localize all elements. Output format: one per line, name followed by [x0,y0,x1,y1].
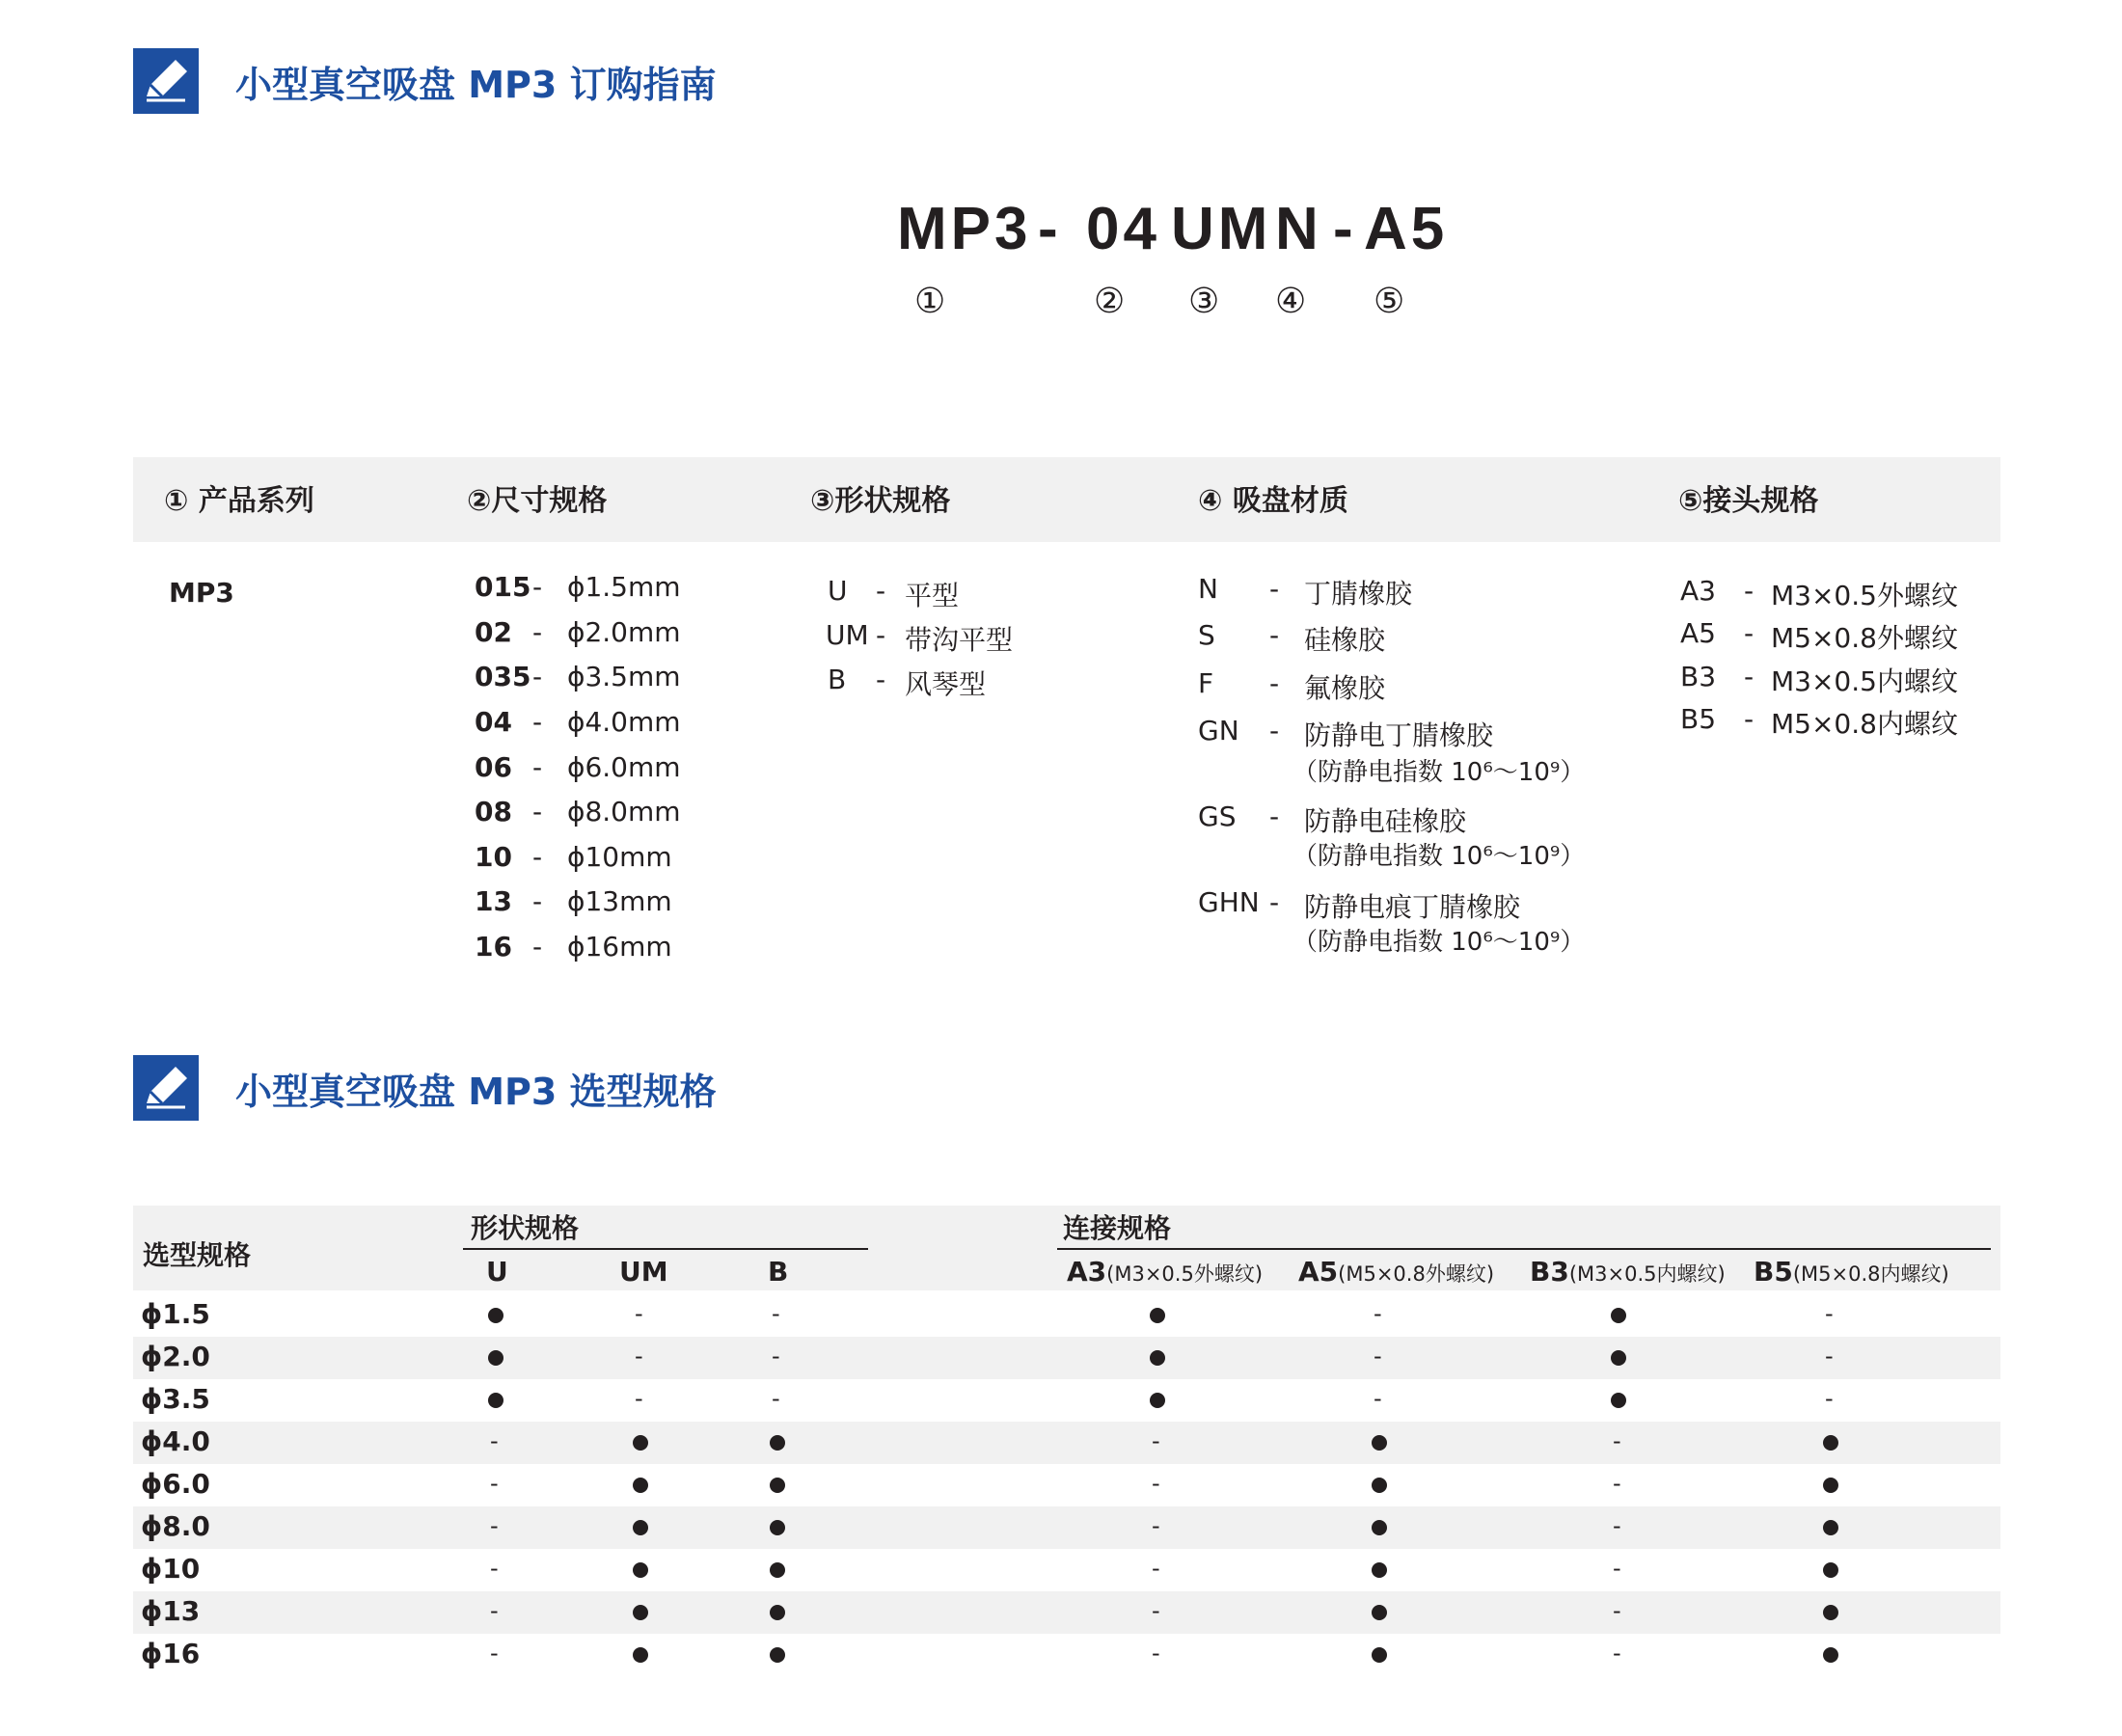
connector-code: A3 [1680,575,1716,607]
available-dot [1372,1520,1387,1535]
size-value: ϕ10mm [567,841,672,873]
unavailable-dash: - [772,1385,780,1412]
unavailable-dash: - [1613,1597,1621,1624]
size-code: 16 [475,931,512,963]
header-connector: ⑤接头规格 [1678,484,1819,518]
available-dot [633,1520,648,1535]
shape-value: 平型 [905,580,960,611]
connector-dash: - [1744,575,1755,607]
code-part-shape: UM [1171,196,1272,262]
unavailable-dash: - [490,1555,499,1582]
size-dash: - [532,931,543,963]
row-size-label: ϕ8.0 [141,1510,210,1542]
available-dot [488,1393,503,1408]
available-dot [1611,1393,1626,1408]
shape-group-rule [463,1248,868,1250]
material-code: S [1198,619,1215,651]
marker-5: ⑤ [1374,282,1405,321]
available-dot [633,1562,648,1578]
material-dash: - [1269,886,1280,918]
unavailable-dash: - [1825,1300,1834,1327]
size-code: 08 [475,796,512,827]
size-value: ϕ3.5mm [567,661,681,692]
available-dot [1150,1308,1165,1323]
connector-value: M3×0.5内螺纹 [1771,665,1958,697]
shape-value: 风琴型 [905,668,987,700]
marker-1: ① [914,282,946,321]
connect-group-header: 连接规格 [1063,1212,1172,1244]
connector-dash: - [1744,617,1755,649]
size-code: 06 [475,751,512,783]
connector-value: M3×0.5外螺纹 [1771,580,1958,611]
unavailable-dash: - [490,1427,499,1454]
unavailable-dash: - [1374,1343,1382,1370]
row-size-label: ϕ16 [141,1638,201,1669]
size-value: ϕ8.0mm [567,796,681,827]
material-value: 防静电痕丁腈橡胶 [1304,891,1521,923]
size-value: ϕ2.0mm [567,616,681,648]
unavailable-dash: - [1152,1640,1160,1667]
unavailable-dash: - [635,1385,643,1412]
section-header-selection [133,1055,717,1121]
unavailable-dash: - [1374,1385,1382,1412]
pencil-icon [133,1055,199,1121]
available-dot [633,1435,648,1451]
size-value: ϕ4.0mm [567,706,681,738]
unavailable-dash: - [1825,1385,1834,1412]
connector-value: M5×0.8内螺纹 [1771,708,1958,740]
material-value: 防静电丁腈橡胶 [1304,719,1494,751]
row-size-label: ϕ1.5 [141,1298,210,1330]
material-dash: - [1269,800,1280,832]
available-dot [1611,1350,1626,1366]
material-code: GN [1198,715,1239,746]
unavailable-dash: - [1613,1555,1621,1582]
available-dot [1823,1478,1838,1493]
unavailable-dash: - [1152,1470,1160,1497]
available-dot [488,1350,503,1366]
material-value: 丁腈橡胶 [1304,578,1413,610]
col-u: U [486,1256,508,1288]
size-code: 04 [475,706,512,738]
available-dot [770,1605,785,1620]
available-dot [1823,1435,1838,1451]
available-dot [1150,1393,1165,1408]
connector-code: A5 [1680,617,1716,649]
unavailable-dash: - [490,1640,499,1667]
size-dash: - [532,706,543,738]
shape-value: 带沟平型 [905,624,1014,656]
code-part-size: 04 [1086,196,1160,262]
size-value: ϕ13mm [567,885,672,917]
pencil-icon [133,48,199,114]
available-dot [633,1605,648,1620]
size-dash: - [532,571,543,603]
unavailable-dash: - [490,1512,499,1539]
code-part-connector: A5 [1364,196,1449,262]
shape-dash: - [876,664,886,695]
row-stripe [133,1337,2000,1379]
available-dot [1372,1605,1387,1620]
material-value: 防静电硅橡胶 [1304,805,1467,837]
unavailable-dash: - [1613,1512,1621,1539]
row-size-label: ϕ6.0 [141,1468,210,1500]
available-dot [1372,1478,1387,1493]
material-code: GS [1198,800,1237,832]
connector-dash: - [1744,661,1755,692]
material-code: F [1198,667,1214,699]
unavailable-dash: - [1152,1555,1160,1582]
header-shape: ③形状规格 [810,484,951,518]
row-size-label: ϕ2.0 [141,1341,210,1372]
unavailable-dash: - [1374,1300,1382,1327]
section-header-ordering [133,48,717,114]
series-value: MP3 [169,577,234,609]
shape-code: UM [826,619,869,651]
available-dot [633,1647,648,1663]
size-dash: - [532,841,543,873]
size-value: ϕ16mm [567,931,672,963]
unavailable-dash: - [1825,1343,1834,1370]
size-code: 13 [475,885,512,917]
col-a5: A5(M5×0.8外螺纹) [1298,1256,1495,1288]
available-dot [770,1520,785,1535]
size-dash: - [532,885,543,917]
size-dash: - [532,796,543,827]
row-size-label: ϕ13 [141,1595,201,1627]
row-size-label: ϕ4.0 [141,1425,210,1457]
unavailable-dash: - [635,1343,643,1370]
material-dash: - [1269,715,1280,746]
header-series: ① 产品系列 [164,484,314,518]
marker-2: ② [1094,282,1126,321]
header-material: ④ 吸盘材质 [1198,484,1348,518]
unavailable-dash: - [1613,1427,1621,1454]
size-code: 10 [475,841,512,873]
material-dash: - [1269,573,1280,605]
col-b5: B5(M5×0.8内螺纹) [1754,1256,1949,1288]
connector-code: B5 [1680,703,1717,735]
size-code: 015 [475,571,531,603]
size-code: 035 [475,661,531,692]
available-dot [1823,1605,1838,1620]
size-dash: - [532,751,543,783]
marker-3: ③ [1188,282,1220,321]
connector-value: M5×0.8外螺纹 [1771,622,1958,654]
col-b3: B3(M3×0.5内螺纹) [1530,1256,1726,1288]
code-part-dash: - [1038,196,1062,262]
row-stripe [133,1591,2000,1634]
unavailable-dash: - [1152,1512,1160,1539]
available-dot [1372,1562,1387,1578]
available-dot [633,1478,648,1493]
row-size-label: ϕ10 [141,1553,201,1585]
unavailable-dash: - [1152,1597,1160,1624]
size-code: 02 [475,616,512,648]
section-title: 小型真空吸盘 MP3 选型规格 [235,1070,717,1113]
shape-dash: - [876,619,886,651]
code-part-dash: - [1333,196,1357,262]
col-um: UM [619,1256,668,1288]
material-value: 氟橡胶 [1304,672,1386,704]
material-dash: - [1269,619,1280,651]
section-title: 小型真空吸盘 MP3 订购指南 [235,63,717,106]
shape-dash: - [876,575,886,607]
available-dot [770,1435,785,1451]
material-code: GHN [1198,886,1260,918]
col-b: B [768,1256,789,1288]
available-dot [1823,1562,1838,1578]
connector-code: B3 [1680,661,1717,692]
unavailable-dash: - [490,1470,499,1497]
size-dash: - [532,616,543,648]
material-code: N [1198,573,1218,605]
available-dot [488,1308,503,1323]
available-dot [770,1562,785,1578]
material-note: （防静电指数 10⁶～10⁹） [1292,758,1586,787]
available-dot [1150,1350,1165,1366]
code-part-series: MP3 [897,196,1032,262]
marker-4: ④ [1275,282,1307,321]
unavailable-dash: - [635,1300,643,1327]
unavailable-dash: - [772,1300,780,1327]
unavailable-dash: - [1152,1427,1160,1454]
connector-dash: - [1744,703,1755,735]
available-dot [770,1647,785,1663]
size-value: ϕ6.0mm [567,751,681,783]
size-dash: - [532,661,543,692]
row-stripe [133,1422,2000,1464]
available-dot [1823,1520,1838,1535]
row-size-label: ϕ3.5 [141,1383,210,1415]
col-a3: A3(M3×0.5外螺纹) [1067,1256,1264,1288]
material-note: （防静电指数 10⁶～10⁹） [1292,928,1586,957]
header-size: ②尺寸规格 [467,484,608,518]
shape-code: B [828,664,847,695]
connect-group-rule [1057,1248,1991,1250]
available-dot [1823,1647,1838,1663]
available-dot [1372,1435,1387,1451]
available-dot [1372,1647,1387,1663]
row-stripe [133,1506,2000,1549]
material-dash: - [1269,667,1280,699]
shape-group-header: 形状规格 [471,1212,580,1244]
row-header: 选型规格 [143,1239,252,1271]
available-dot [770,1478,785,1493]
material-note: （防静电指数 10⁶～10⁹） [1292,842,1586,871]
material-value: 硅橡胶 [1304,624,1386,656]
unavailable-dash: - [1613,1640,1621,1667]
shape-code: U [828,575,848,607]
unavailable-dash: - [490,1597,499,1624]
unavailable-dash: - [772,1343,780,1370]
available-dot [1611,1308,1626,1323]
unavailable-dash: - [1613,1470,1621,1497]
code-part-material: N [1275,196,1322,262]
size-value: ϕ1.5mm [567,571,681,603]
